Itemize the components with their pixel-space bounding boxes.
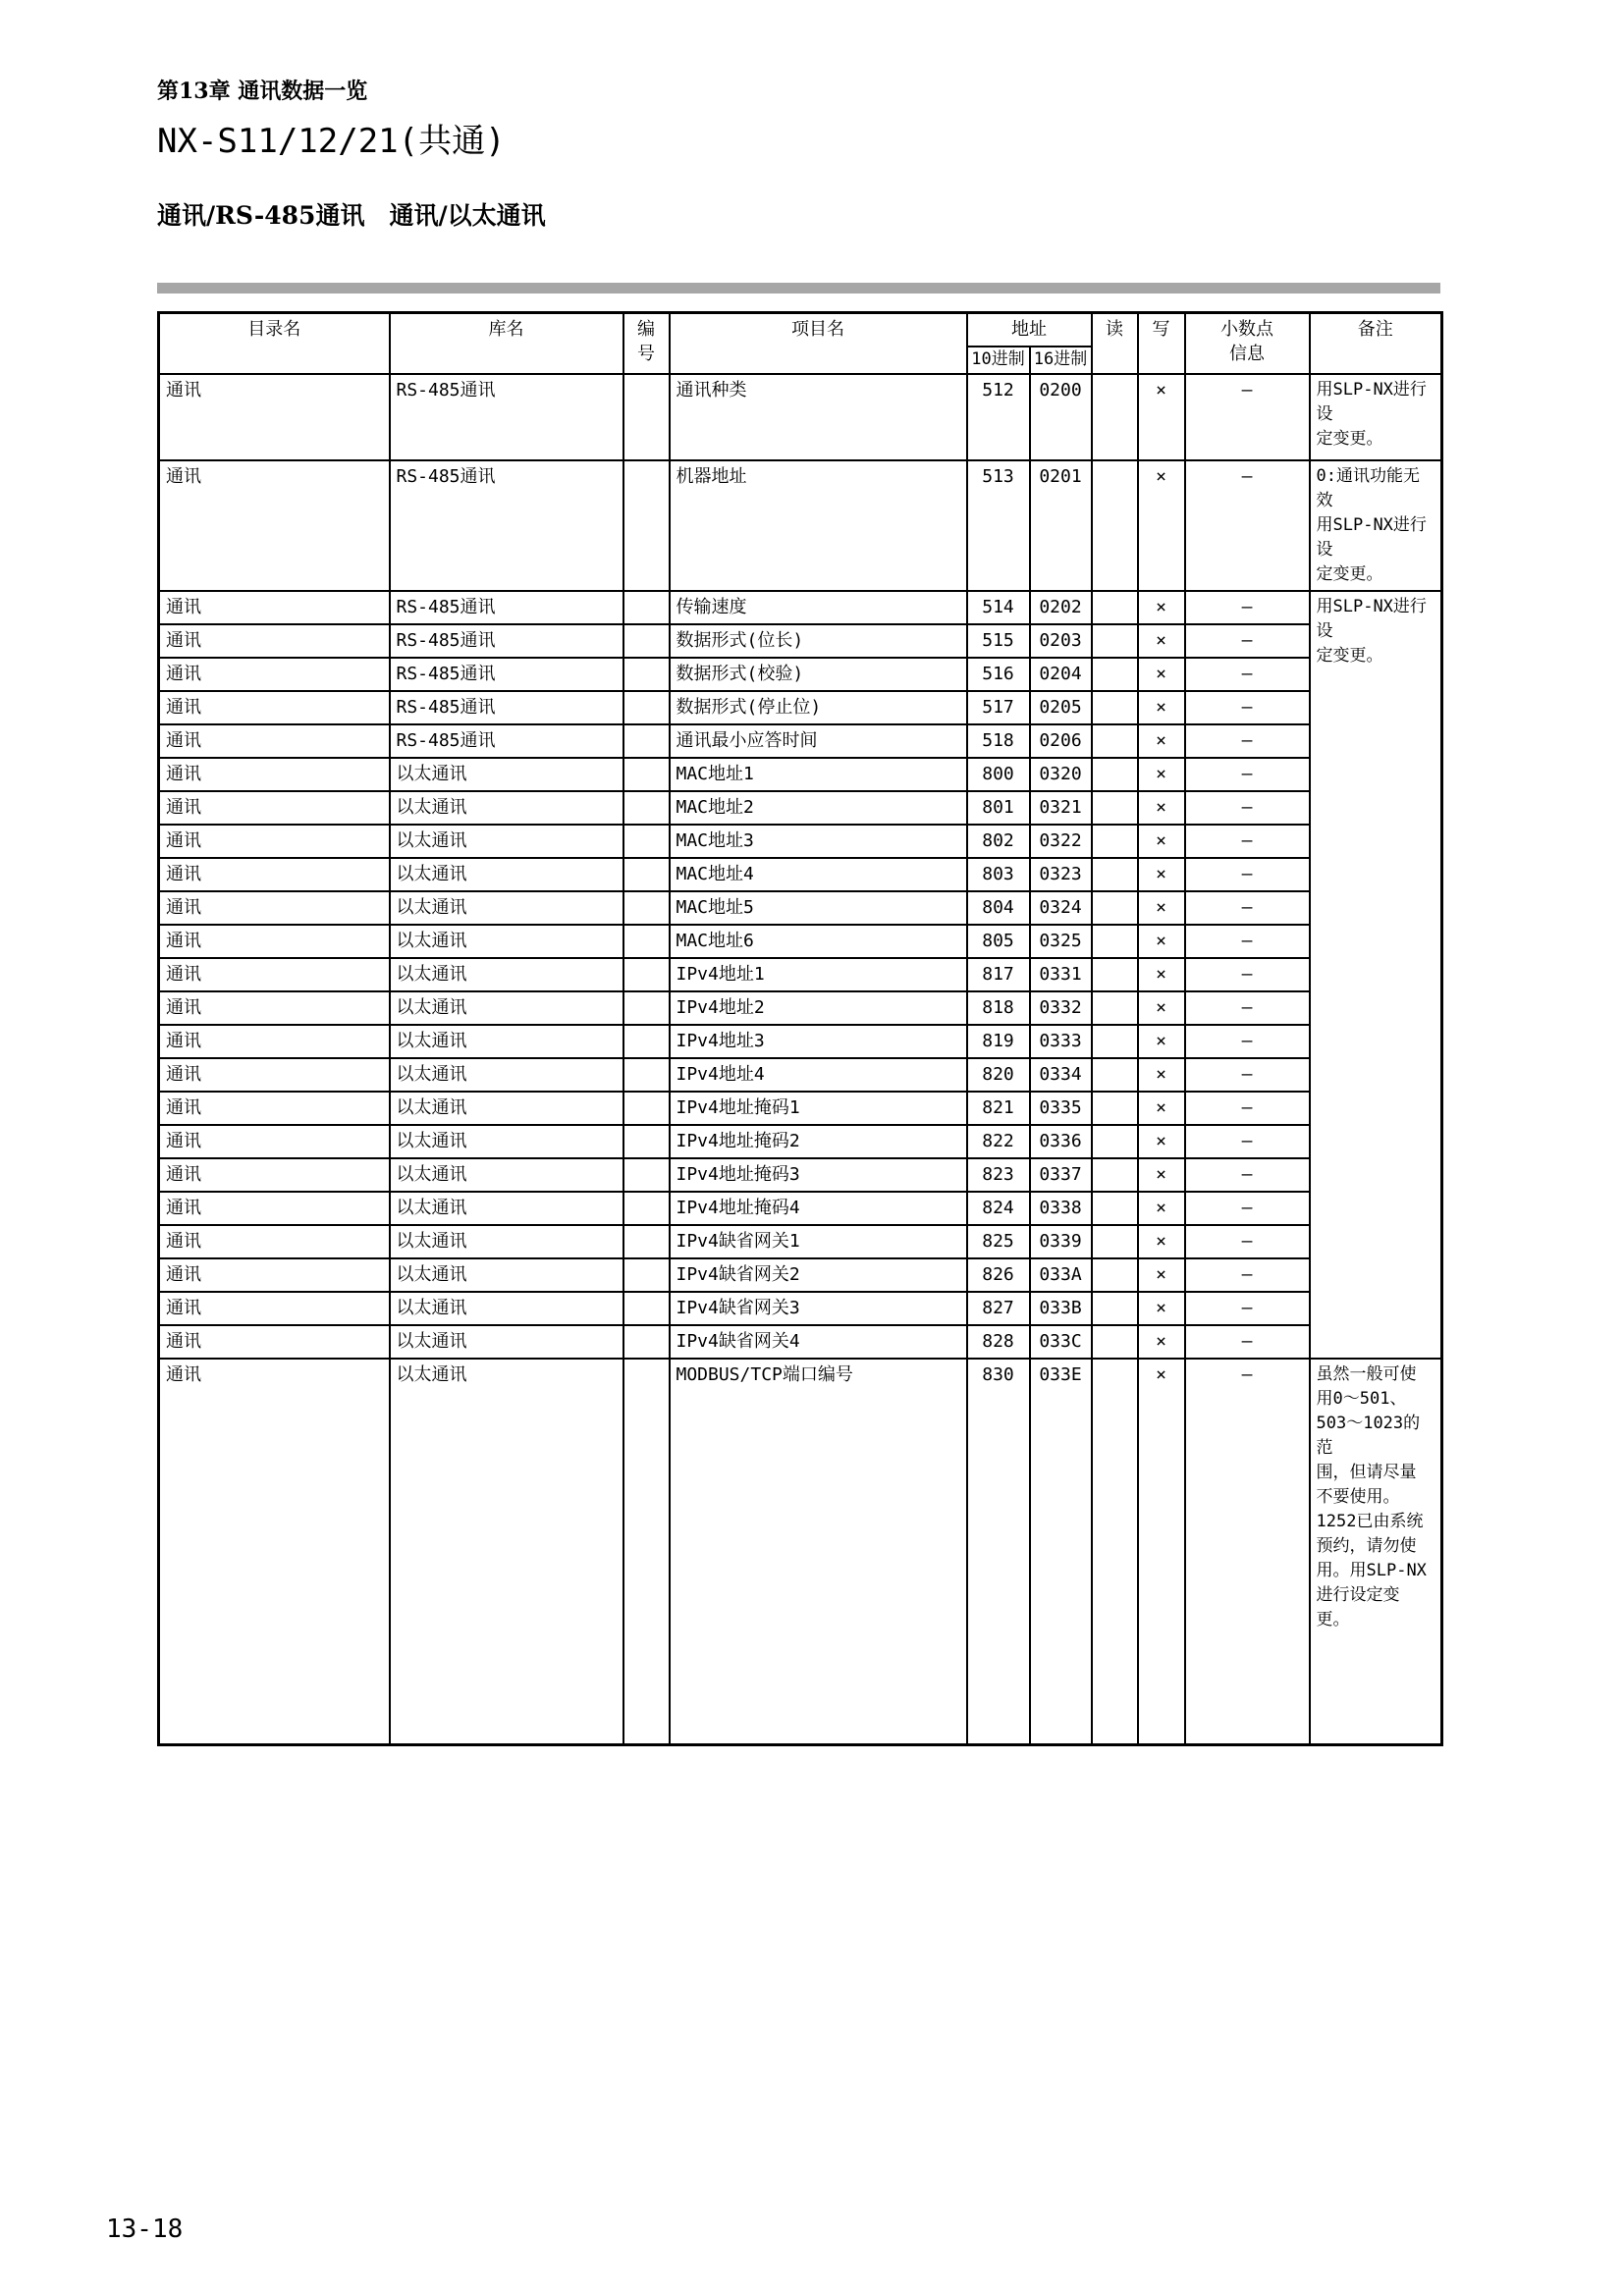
read-cell [1092,374,1138,460]
table-row [159,958,1442,991]
library-cell: 以太通讯 [390,1125,623,1158]
table-row [159,1325,1442,1359]
item-cell: IPv4缺省网关2 [670,1258,967,1292]
number-cell [623,958,670,991]
catalog-cell: 通讯 [159,825,390,858]
decimal-info-cell: — [1185,1292,1310,1325]
address-hex-cell: 0200 [1030,374,1092,460]
table-row [159,374,1442,460]
table-row [159,658,1442,691]
read-cell [1092,1158,1138,1192]
read-cell [1092,658,1138,691]
item-cell: IPv4缺省网关3 [670,1292,967,1325]
read-cell [1092,1025,1138,1058]
remark-cell: 0:通讯功能无效 用SLP-NX进行设 定变更。 [1310,460,1442,591]
decimal-info-cell: — [1185,1025,1310,1058]
library-cell: RS-485通讯 [390,724,623,758]
table-row [159,1092,1442,1125]
number-cell [623,1125,670,1158]
address-hex-cell: 0321 [1030,791,1092,825]
write-cell: × [1138,1025,1185,1058]
item-cell: 数据形式(停止位) [670,691,967,724]
write-cell: × [1138,1158,1185,1192]
address-dec-cell: 512 [967,374,1030,460]
table-row [159,1158,1442,1192]
address-hex-cell: 033E [1030,1359,1092,1745]
address-dec-cell: 801 [967,791,1030,825]
catalog-cell: 通讯 [159,1225,390,1258]
address-hex-cell: 0337 [1030,1158,1092,1192]
remark-cell: 用SLP-NX进行设 定变更。 [1310,591,1442,1359]
library-cell: 以太通讯 [390,925,623,958]
address-hex-cell: 033C [1030,1325,1092,1359]
header-catalog: 目录名 [159,313,390,375]
address-hex-cell: 0322 [1030,825,1092,858]
library-cell: 以太通讯 [390,1092,623,1125]
address-dec-cell: 517 [967,691,1030,724]
address-hex-cell: 0201 [1030,460,1092,591]
write-cell: × [1138,858,1185,891]
library-cell: 以太通讯 [390,1325,623,1359]
decimal-info-cell: — [1185,460,1310,591]
catalog-cell: 通讯 [159,891,390,925]
item-cell: 传输速度 [670,591,967,624]
library-cell: 以太通讯 [390,1192,623,1225]
header-address: 地址 [967,313,1092,347]
write-cell: × [1138,1092,1185,1125]
write-cell: × [1138,624,1185,658]
catalog-cell: 通讯 [159,1258,390,1292]
catalog-cell: 通讯 [159,1292,390,1325]
address-dec-cell: 802 [967,825,1030,858]
write-cell: × [1138,1325,1185,1359]
number-cell [623,791,670,825]
write-cell: × [1138,958,1185,991]
number-cell [623,624,670,658]
item-cell: IPv4地址掩码3 [670,1158,967,1192]
table-row [159,858,1442,891]
read-cell [1092,1258,1138,1292]
page-title: NX-S11/12/21(共通) [157,122,506,161]
item-cell: 数据形式(校验) [670,658,967,691]
decimal-info-cell: — [1185,591,1310,624]
decimal-info-cell: — [1185,958,1310,991]
catalog-cell: 通讯 [159,460,390,591]
item-cell: 通讯种类 [670,374,967,460]
library-cell: 以太通讯 [390,1258,623,1292]
write-cell: × [1138,1225,1185,1258]
table-row [159,1225,1442,1258]
number-cell [623,1025,670,1058]
number-cell [623,460,670,591]
address-hex-cell: 0204 [1030,658,1092,691]
address-dec-cell: 518 [967,724,1030,758]
library-cell: RS-485通讯 [390,374,623,460]
address-dec-cell: 817 [967,958,1030,991]
decimal-info-cell: — [1185,1258,1310,1292]
catalog-cell: 通讯 [159,1158,390,1192]
read-cell [1092,691,1138,724]
write-cell: × [1138,891,1185,925]
catalog-cell: 通讯 [159,758,390,791]
address-dec-cell: 823 [967,1158,1030,1192]
address-hex-cell: 0203 [1030,624,1092,658]
number-cell [623,1058,670,1092]
catalog-cell: 通讯 [159,925,390,958]
item-cell: IPv4地址掩码4 [670,1192,967,1225]
read-cell [1092,1192,1138,1225]
catalog-cell: 通讯 [159,958,390,991]
write-cell: × [1138,691,1185,724]
number-cell [623,1325,670,1359]
address-dec-cell: 825 [967,1225,1030,1258]
read-cell [1092,1058,1138,1092]
address-dec-cell: 514 [967,591,1030,624]
number-cell [623,591,670,624]
address-hex-cell: 0332 [1030,991,1092,1025]
read-cell [1092,958,1138,991]
table-row [159,1025,1442,1058]
address-hex-cell: 0331 [1030,958,1092,991]
section-rule [157,283,1440,294]
catalog-cell: 通讯 [159,658,390,691]
number-cell [623,1258,670,1292]
item-cell: MAC地址5 [670,891,967,925]
library-cell: RS-485通讯 [390,460,623,591]
address-dec-cell: 821 [967,1092,1030,1125]
header-write: 写 [1138,313,1185,375]
header-number: 编号 [623,313,670,375]
write-cell: × [1138,1192,1185,1225]
table-row [159,1359,1442,1745]
item-cell: MAC地址6 [670,925,967,958]
write-cell: × [1138,658,1185,691]
address-dec-cell: 803 [967,858,1030,891]
catalog-cell: 通讯 [159,624,390,658]
number-cell [623,991,670,1025]
address-hex-cell: 0334 [1030,1058,1092,1092]
catalog-cell: 通讯 [159,1058,390,1092]
catalog-cell: 通讯 [159,1092,390,1125]
item-cell: IPv4地址掩码1 [670,1092,967,1125]
read-cell [1092,991,1138,1025]
library-cell: 以太通讯 [390,858,623,891]
write-cell: × [1138,1359,1185,1745]
decimal-info-cell: — [1185,1125,1310,1158]
item-cell: IPv4地址4 [670,1058,967,1092]
address-dec-cell: 822 [967,1125,1030,1158]
decimal-info-cell: — [1185,1359,1310,1745]
table-row [159,791,1442,825]
item-cell: MODBUS/TCP端口编号 [670,1359,967,1745]
write-cell: × [1138,791,1185,825]
library-cell: 以太通讯 [390,1158,623,1192]
catalog-cell: 通讯 [159,1125,390,1158]
write-cell: × [1138,374,1185,460]
read-cell [1092,1359,1138,1745]
write-cell: × [1138,1058,1185,1092]
decimal-info-cell: — [1185,658,1310,691]
number-cell [623,374,670,460]
read-cell [1092,624,1138,658]
read-cell [1092,1092,1138,1125]
table-row [159,925,1442,958]
table-row [159,825,1442,858]
address-dec-cell: 824 [967,1192,1030,1225]
item-cell: MAC地址3 [670,825,967,858]
address-dec-cell: 820 [967,1058,1030,1092]
address-hex-cell: 033A [1030,1258,1092,1292]
decimal-info-cell: — [1185,925,1310,958]
decimal-info-cell: — [1185,1092,1310,1125]
address-hex-cell: 033B [1030,1292,1092,1325]
decimal-info-cell: — [1185,758,1310,791]
read-cell [1092,758,1138,791]
table-row [159,724,1442,758]
section-subtitle: 通讯/RS-485通讯 通讯/以太通讯 [157,201,546,230]
item-cell: IPv4缺省网关4 [670,1325,967,1359]
number-cell [623,825,670,858]
number-cell [623,758,670,791]
decimal-info-cell: — [1185,374,1310,460]
library-cell: RS-485通讯 [390,658,623,691]
number-cell [623,1192,670,1225]
item-cell: 机器地址 [670,460,967,591]
address-dec-cell: 515 [967,624,1030,658]
remark-cell: 虽然一般可使 用0～501、 503～1023的范 围，但请尽量 不要使用。 1252已由系统 预约，请勿使 用。用SLP-NX 进行设定变 更。 [1310,1359,1442,1745]
header-decimal-info: 小数点 信息 [1185,313,1310,375]
item-cell: IPv4地址2 [670,991,967,1025]
write-cell: × [1138,1292,1185,1325]
address-hex-cell: 0320 [1030,758,1092,791]
read-cell [1092,1292,1138,1325]
catalog-cell: 通讯 [159,591,390,624]
item-cell: IPv4地址3 [670,1025,967,1058]
number-cell [623,1292,670,1325]
address-dec-cell: 819 [967,1025,1030,1058]
library-cell: 以太通讯 [390,1359,623,1745]
address-hex-cell: 0335 [1030,1092,1092,1125]
address-dec-cell: 828 [967,1325,1030,1359]
number-cell [623,658,670,691]
table-row [159,1125,1442,1158]
item-cell: MAC地址4 [670,858,967,891]
header-item: 项目名 [670,313,967,375]
read-cell [1092,460,1138,591]
address-hex-cell: 0333 [1030,1025,1092,1058]
address-dec-cell: 826 [967,1258,1030,1292]
catalog-cell: 通讯 [159,1025,390,1058]
address-dec-cell: 513 [967,460,1030,591]
table-row [159,758,1442,791]
table-row [159,691,1442,724]
table-row [159,1192,1442,1225]
number-cell [623,891,670,925]
decimal-info-cell: — [1185,724,1310,758]
table-row [159,624,1442,658]
address-hex-cell: 0338 [1030,1192,1092,1225]
library-cell: 以太通讯 [390,1025,623,1058]
catalog-cell: 通讯 [159,991,390,1025]
decimal-info-cell: — [1185,624,1310,658]
decimal-info-cell: — [1185,1058,1310,1092]
remark-cell: 用SLP-NX进行设 定变更。 [1310,374,1442,460]
catalog-cell: 通讯 [159,374,390,460]
table-row [159,991,1442,1025]
number-cell [623,1359,670,1745]
library-cell: 以太通讯 [390,891,623,925]
write-cell: × [1138,925,1185,958]
library-cell: RS-485通讯 [390,691,623,724]
address-hex-cell: 0325 [1030,925,1092,958]
header-address-hex: 16进制 [1030,347,1092,374]
page-number: 13-18 [106,2215,184,2244]
decimal-info-cell: — [1185,825,1310,858]
number-cell [623,1225,670,1258]
table-row [159,591,1442,624]
number-cell [623,858,670,891]
address-hex-cell: 0206 [1030,724,1092,758]
read-cell [1092,858,1138,891]
header-read: 读 [1092,313,1138,375]
item-cell: IPv4缺省网关1 [670,1225,967,1258]
library-cell: 以太通讯 [390,1058,623,1092]
table-row [159,460,1442,591]
read-cell [1092,891,1138,925]
item-cell: MAC地址1 [670,758,967,791]
number-cell [623,1092,670,1125]
library-cell: 以太通讯 [390,791,623,825]
read-cell [1092,925,1138,958]
decimal-info-cell: — [1185,791,1310,825]
read-cell [1092,825,1138,858]
library-cell: 以太通讯 [390,825,623,858]
header-address-dec: 10进制 [967,347,1030,374]
write-cell: × [1138,1125,1185,1158]
address-hex-cell: 0202 [1030,591,1092,624]
write-cell: × [1138,460,1185,591]
item-cell: IPv4地址掩码2 [670,1125,967,1158]
library-cell: 以太通讯 [390,991,623,1025]
number-cell [623,1158,670,1192]
library-cell: 以太通讯 [390,958,623,991]
address-dec-cell: 818 [967,991,1030,1025]
address-hex-cell: 0205 [1030,691,1092,724]
table-body [159,374,1442,1745]
decimal-info-cell: — [1185,991,1310,1025]
catalog-cell: 通讯 [159,1359,390,1745]
decimal-info-cell: — [1185,858,1310,891]
write-cell: × [1138,1258,1185,1292]
address-hex-cell: 0323 [1030,858,1092,891]
write-cell: × [1138,591,1185,624]
catalog-cell: 通讯 [159,1192,390,1225]
number-cell [623,691,670,724]
library-cell: RS-485通讯 [390,624,623,658]
library-cell: 以太通讯 [390,1292,623,1325]
address-hex-cell: 0324 [1030,891,1092,925]
decimal-info-cell: — [1185,691,1310,724]
read-cell [1092,791,1138,825]
address-hex-cell: 0339 [1030,1225,1092,1258]
decimal-info-cell: — [1185,1192,1310,1225]
library-cell: RS-485通讯 [390,591,623,624]
library-cell: 以太通讯 [390,758,623,791]
address-dec-cell: 516 [967,658,1030,691]
number-cell [623,724,670,758]
catalog-cell: 通讯 [159,858,390,891]
decimal-info-cell: — [1185,1158,1310,1192]
read-cell [1092,724,1138,758]
table-row [159,1258,1442,1292]
number-cell [623,925,670,958]
catalog-cell: 通讯 [159,724,390,758]
catalog-cell: 通讯 [159,691,390,724]
address-dec-cell: 827 [967,1292,1030,1325]
decimal-info-cell: — [1185,1225,1310,1258]
address-hex-cell: 0336 [1030,1125,1092,1158]
item-cell: IPv4地址1 [670,958,967,991]
write-cell: × [1138,991,1185,1025]
catalog-cell: 通讯 [159,1325,390,1359]
catalog-cell: 通讯 [159,791,390,825]
address-dec-cell: 830 [967,1359,1030,1745]
table-row [159,1058,1442,1092]
item-cell: MAC地址2 [670,791,967,825]
write-cell: × [1138,724,1185,758]
header-remark: 备注 [1310,313,1442,375]
write-cell: × [1138,758,1185,791]
decimal-info-cell: — [1185,891,1310,925]
item-cell: 通讯最小应答时间 [670,724,967,758]
table-header-row [159,313,1442,347]
address-dec-cell: 804 [967,891,1030,925]
communication-data-table [157,311,1443,1746]
read-cell [1092,1125,1138,1158]
read-cell [1092,1225,1138,1258]
chapter-heading: 第13章 通讯数据一览 [157,79,368,104]
address-dec-cell: 805 [967,925,1030,958]
library-cell: 以太通讯 [390,1225,623,1258]
address-dec-cell: 800 [967,758,1030,791]
header-library: 库名 [390,313,623,375]
read-cell [1092,591,1138,624]
table-row [159,1292,1442,1325]
table-row [159,891,1442,925]
read-cell [1092,1325,1138,1359]
decimal-info-cell: — [1185,1325,1310,1359]
write-cell: × [1138,825,1185,858]
item-cell: 数据形式(位长) [670,624,967,658]
